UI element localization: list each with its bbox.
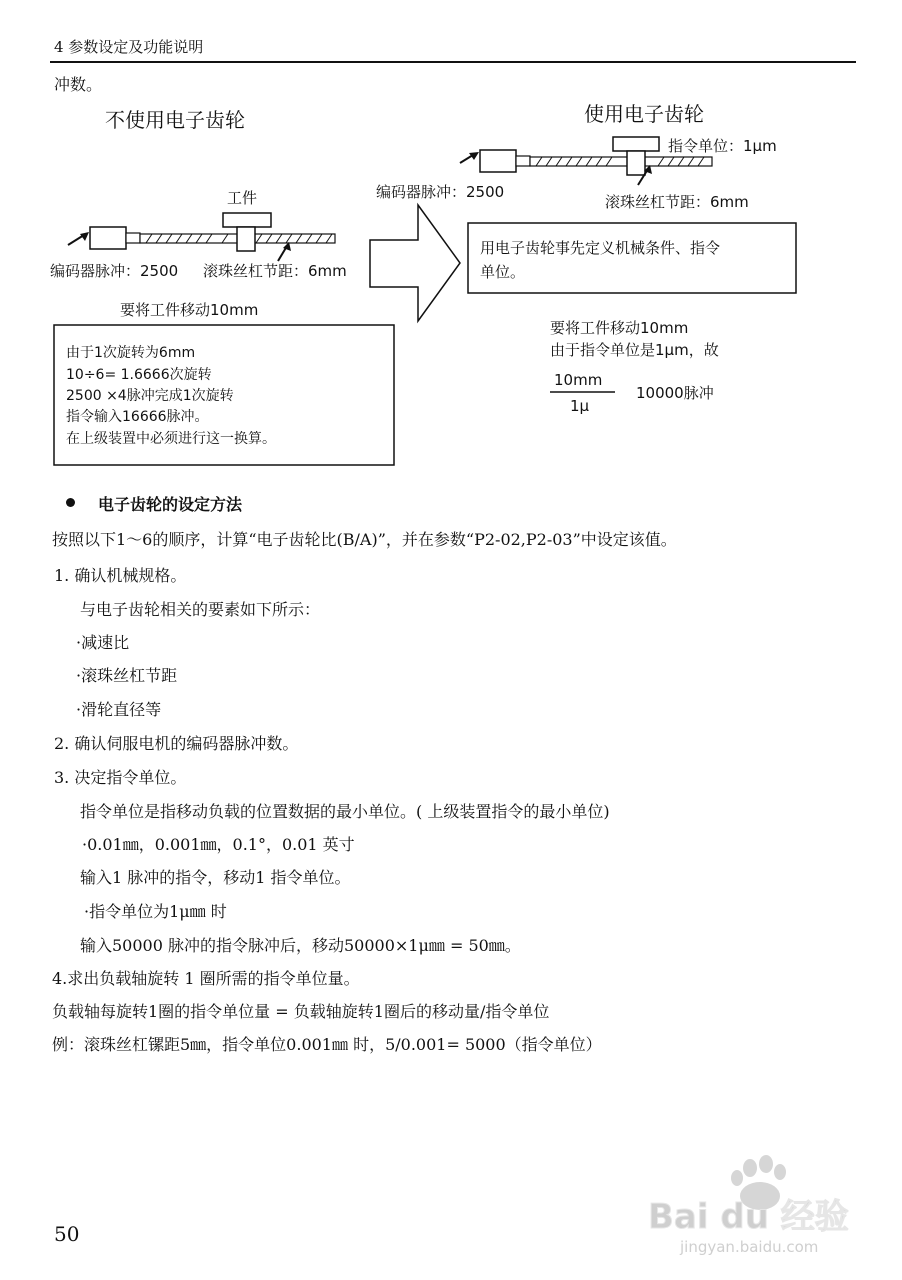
continuation-text: 冲数。 [54,75,103,94]
left-title: 不使用电子齿轮 [105,108,245,132]
page-number: 50 [54,1222,80,1246]
body-line-unit-definition: 指令单位是指移动负载的位置数据的最小单位。( 上级装置指令的最小单位) [80,802,610,821]
body-line-step-3: 3. 决定指令单位。 [54,768,187,787]
section-heading: 电子齿轮的设定方法 [98,495,243,514]
left-mechanism [68,213,335,261]
electronic-gear-diagram [40,95,860,480]
right-title: 使用电子齿轮 [584,102,704,126]
baidu-jingyan-watermark [640,1150,855,1260]
right-move-label: 要将工件移动10mm [550,319,689,337]
right-unit-label: 指令单位：1μm [668,137,777,155]
right-workpiece-nut [627,151,645,175]
left-workpiece-label: 工件 [227,189,258,207]
chapter-header: 4 参数设定及功能说明 [54,38,204,56]
body-line-one-pulse: 输入1 脉冲的指令，移动1 指令单位。 [80,868,351,887]
body-line-step-1: 1. 确认机械规格。 [54,566,187,585]
left-workpiece-nut [237,227,255,251]
header-rule [50,61,856,63]
right-workpiece-table [613,137,659,151]
left-box-line-4: 指令输入16666脉冲。 [66,409,209,425]
left-encoder-label: 编码器脉冲：2500 [50,262,179,280]
body-line-elements: 与电子齿轮相关的要素如下所示： [80,600,321,619]
right-reason-label: 由于指令单位是1μm，故 [550,341,719,359]
right-box-line-1: 用电子齿轮事先定义机械条件、指令 [480,239,721,257]
fraction-result: 10000脉冲 [636,384,714,402]
right-pitch-label: 滚珠丝杠节距：6mm [605,193,749,211]
list-item-pulley-diameter: ·滑轮直径等 [76,700,162,719]
left-pitch-label: 滚珠丝杠节距：6mm [203,262,347,280]
list-item-reduction-ratio: ·减速比 [76,633,130,652]
fraction-denominator: 1μ [570,397,590,415]
right-encoder-arrow [460,155,473,163]
left-box-line-3: 2500 ×4脉冲完成1次旋转 [66,388,234,404]
left-move-label: 要将工件移动10mm [120,301,259,319]
body-line-intro: 按照以下1～6的顺序，计算“电子齿轮比(B/A)”，并在参数“P2-02,P2-03”中设定该值。 [52,530,677,549]
left-encoder-motor [90,227,126,249]
right-box-line-2: 单位。 [480,263,526,281]
body-line-step-2: 2. 确认伺服电机的编码器脉冲数。 [54,734,299,753]
left-workpiece-table [223,213,271,227]
right-ball-screw [530,157,712,166]
body-line-example: 例：滚珠丝杠镙距5㎜，指令单位0.001㎜ 时，5/0.001= 5000（指令单位） [52,1035,602,1054]
left-box-line-5: 在上级装置中必须进行这一换算。 [66,431,276,447]
list-item-screw-pitch: ·滚珠丝杠节距 [76,666,178,685]
watermark-url: jingyan.baidu.com [680,1238,819,1256]
fraction-numerator: 10mm [554,371,603,389]
left-box-line-1: 由于1次旋转为6mm [66,345,196,361]
body-line-50000-pulse: 输入50000 脉冲的指令脉冲后，移动50000×1μ㎜ = 50㎜。 [80,936,521,955]
body-line-formula: 负载轴每旋转1圈的指令单位量 = 负载轴旋转1圈后的移动量/指令单位 [52,1002,550,1021]
list-item-unit-examples: ·0.01㎜，0.001㎜，0.1°，0.01 英寸 [82,835,355,854]
watermark-brand: Bai du 经验 [648,1197,849,1237]
body-line-step-4: 4.求出负载轴旋转 1 圈所需的指令单位量。 [52,969,360,988]
right-encoder-label: 编码器脉冲：2500 [376,183,505,201]
big-right-arrow [370,205,460,321]
left-box-line-2: 10÷6= 1.6666次旋转 [66,367,212,383]
list-item-unit-1um: ·指令单位为1μ㎜ 时 [84,902,227,921]
right-explanation-box [468,223,796,293]
left-encoder-arrow [68,235,84,245]
right-encoder-motor [480,150,516,172]
section-bullet-icon [66,498,75,507]
